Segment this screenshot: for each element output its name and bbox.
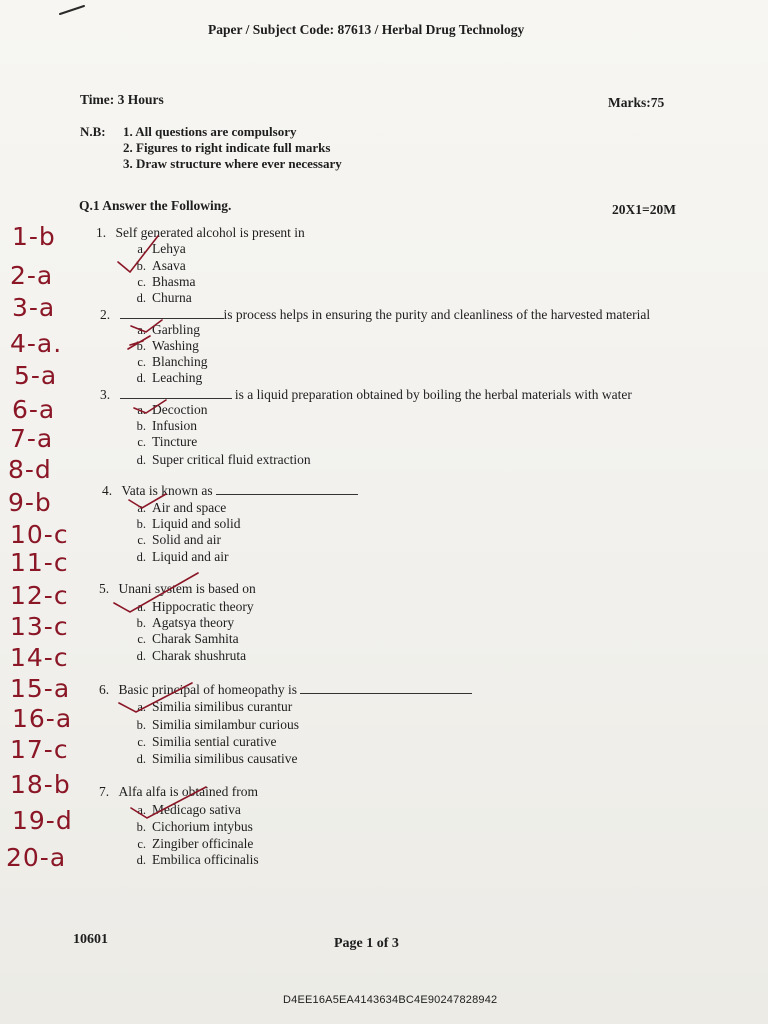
- tick-mark: [131, 320, 162, 332]
- option-letter: d.: [136, 550, 146, 564]
- handwritten-answer: 10-c: [10, 520, 69, 549]
- corner-scribble: [60, 6, 84, 14]
- section-heading: Q.1 Answer the Following.: [79, 198, 232, 213]
- option-letter: b.: [136, 419, 146, 433]
- tick-mark: [128, 336, 150, 349]
- handwritten-answer: 4-a.: [10, 329, 63, 358]
- option-text: Similia similambur curious: [152, 717, 299, 732]
- total-marks: Marks:75: [608, 95, 665, 110]
- option-letter: c.: [137, 837, 146, 851]
- option-text: Charak Samhita: [152, 631, 239, 646]
- document-hash: D4EE16A5EA4143634BC4E90247828942: [283, 994, 498, 1006]
- option-letter: b.: [136, 718, 146, 732]
- option-text: Medicago sativa: [152, 802, 241, 817]
- option-letter: c.: [137, 533, 146, 547]
- option-letter: d.: [136, 752, 146, 766]
- option-text: Churna: [152, 290, 192, 305]
- option-text: Solid and air: [152, 532, 221, 547]
- question-text: Self generated alcohol is present in: [115, 225, 305, 240]
- tick-mark: [119, 683, 192, 712]
- handwritten-answer: 6-a: [12, 395, 56, 424]
- option-text: Charak shushruta: [152, 648, 247, 663]
- handwritten-answer: 13-c: [10, 612, 69, 641]
- question-text: Basic principal of homeopathy is: [118, 682, 297, 697]
- tick-mark: [114, 573, 198, 612]
- option-text: Hippocratic theory: [152, 599, 254, 614]
- question-text: Unani system is based on: [118, 581, 256, 596]
- handwritten-answer: 8-d: [8, 455, 52, 484]
- tick-mark: [134, 400, 166, 413]
- tick-mark: [129, 494, 166, 508]
- option-text: Bhasma: [152, 274, 196, 289]
- option-letter: d.: [136, 371, 146, 385]
- tick-mark: [118, 236, 158, 272]
- option-letter: a.: [137, 501, 146, 515]
- handwritten-answer: 7-a: [10, 424, 54, 453]
- question-number: 5.: [99, 581, 110, 596]
- option-letter: c.: [137, 355, 146, 369]
- question-number: 6.: [99, 682, 110, 697]
- question-text: Vata is known as: [121, 483, 213, 498]
- handwritten-answer: 11-c: [10, 548, 69, 577]
- option-letter: a.: [137, 803, 146, 817]
- handwritten-answer: 19-d: [12, 806, 73, 835]
- option-letter: c.: [137, 435, 146, 449]
- option-text: Lehya: [152, 241, 186, 256]
- option-letter: d.: [136, 853, 146, 867]
- option-text: Similia similibus causative: [152, 751, 298, 766]
- option-letter: a.: [137, 600, 146, 614]
- option-text: Similia similibus curantur: [152, 699, 293, 714]
- option-text: Liquid and solid: [152, 516, 241, 531]
- note-item: 2. Figures to right indicate full marks: [123, 140, 331, 155]
- note-item: 1. All questions are compulsory: [123, 124, 297, 139]
- option-letter: b.: [136, 517, 146, 531]
- handwritten-answer: 1-b: [12, 222, 56, 251]
- option-letter: a.: [137, 403, 146, 417]
- handwritten-answer: 14-c: [10, 643, 69, 672]
- handwritten-answer: 20-a: [6, 843, 67, 872]
- option-letter: a.: [137, 323, 146, 337]
- option-text: Decoction: [152, 402, 208, 417]
- handwritten-answer: 17-c: [10, 735, 69, 764]
- option-letter: c.: [137, 632, 146, 646]
- handwritten-answer: 5-a: [14, 361, 58, 390]
- option-letter: a.: [137, 242, 146, 256]
- tick-mark: [131, 787, 206, 818]
- option-text: Liquid and air: [152, 549, 229, 564]
- option-text: Agatsya theory: [152, 615, 235, 630]
- question-text: Alfa alfa is obtained from: [118, 784, 258, 799]
- option-text: Leaching: [152, 370, 203, 385]
- option-letter: c.: [137, 735, 146, 749]
- handwritten-answer: 12-c: [10, 581, 69, 610]
- question-number: 7.: [99, 784, 110, 799]
- handwritten-answer: 15-a: [10, 674, 71, 703]
- option-letter: a.: [137, 700, 146, 714]
- option-text: Similia sential curative: [152, 734, 277, 749]
- option-text: Tincture: [152, 434, 198, 449]
- question-number: 3.: [100, 387, 111, 402]
- option-text: Air and space: [152, 500, 227, 515]
- page-number: Page 1 of 3: [334, 936, 399, 951]
- option-text: Infusion: [152, 418, 197, 433]
- handwritten-answer: 9-b: [8, 488, 52, 517]
- question-number: 2.: [100, 307, 111, 322]
- handwritten-answer: 18-b: [10, 770, 71, 799]
- option-text: Cichorium intybus: [152, 819, 253, 834]
- question-number: 1.: [96, 225, 107, 240]
- paper-title: Paper / Subject Code: 87613 / Herbal Drug Technology: [208, 22, 525, 37]
- section-marks: 20X1=20M: [612, 202, 676, 217]
- question-number: 4.: [102, 483, 113, 498]
- handwritten-answer: 3-a: [12, 293, 56, 322]
- note-item: 3. Draw structure where ever necessary: [123, 156, 342, 171]
- handwritten-answer: 2-a: [10, 261, 54, 290]
- option-letter: b.: [136, 820, 146, 834]
- exam-time: Time: 3 Hours: [80, 92, 164, 107]
- option-text: Asava: [152, 258, 186, 273]
- option-text: Washing: [152, 338, 199, 353]
- option-letter: b.: [136, 259, 146, 273]
- option-text: Super critical fluid extraction: [152, 452, 311, 467]
- paper-code-footer: 10601: [73, 932, 108, 947]
- option-text: Garbling: [152, 322, 200, 337]
- option-letter: d.: [136, 453, 146, 467]
- option-letter: c.: [137, 275, 146, 289]
- option-letter: b.: [136, 616, 146, 630]
- option-letter: d.: [136, 291, 146, 305]
- question-text: is a liquid preparation obtained by boiling the herbal materials with water: [234, 387, 632, 402]
- notes-label: N.B:: [80, 124, 106, 139]
- option-letter: b.: [136, 339, 146, 353]
- handwritten-answer: 16-a: [12, 704, 73, 733]
- question-text: is process helps in ensuring the purity and cleanliness of the harvested material: [223, 307, 651, 322]
- option-letter: d.: [136, 649, 146, 663]
- option-text: Embilica officinalis: [152, 852, 259, 867]
- option-text: Blanching: [152, 354, 208, 369]
- option-text: Zingiber officinale: [152, 836, 254, 851]
